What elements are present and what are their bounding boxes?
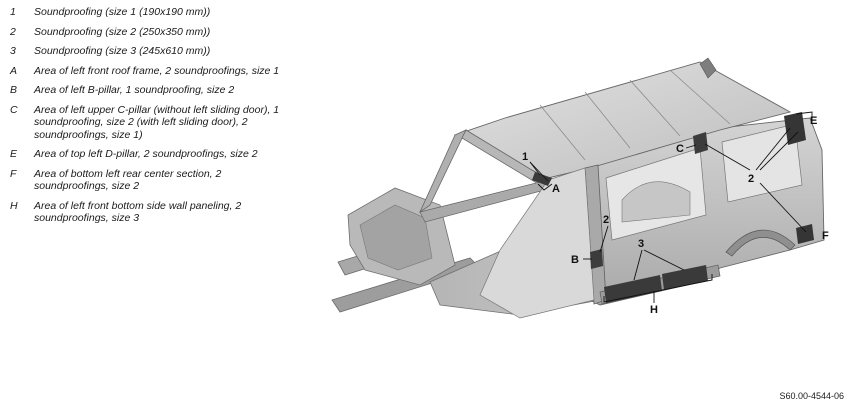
callout-3: 3	[638, 238, 645, 250]
legend-text: Area of left B-pillar, 1 soundproofing, size 2	[34, 84, 235, 96]
legend-text: Area of bottom left rear center section, 2 soundproofings, size 2	[34, 167, 222, 192]
callout-e: E	[810, 115, 818, 127]
callout-a: A	[552, 183, 560, 195]
legend-text: Soundproofing (size 1 (190x190 mm))	[34, 6, 211, 18]
callout-h: H	[650, 304, 658, 316]
callout-1: 1	[522, 151, 529, 163]
legend-key: A	[10, 64, 18, 77]
legend-text: Area of left front bottom side wall paneling, 2 soundproofings, size 3	[34, 199, 242, 224]
legend-text: Soundproofing (size 2 (250x350 mm))	[34, 25, 211, 38]
legend-key: B	[10, 84, 18, 96]
a-pillar	[420, 130, 466, 212]
legend-key: H	[10, 199, 18, 212]
legend-key: 2	[10, 25, 16, 38]
legend-text: Area of left front roof frame, 2 soundproofings, size 1	[34, 64, 280, 77]
legend-key: C	[10, 103, 18, 116]
legend-key: 1	[10, 6, 16, 18]
legend-text: Area of left upper C-pillar (without left sliding door), 1 soundproofing, size 2 (with left sliding door), 2 soundproofings, size 1)	[34, 103, 280, 141]
callout-c: C	[676, 143, 684, 155]
legend-text: Soundproofing (size 3 (245x610 mm))	[34, 45, 211, 57]
legend-key: E	[10, 148, 18, 160]
callout-f: F	[822, 230, 829, 242]
legend-key: 3	[10, 45, 16, 57]
body-shell	[332, 58, 824, 318]
legend-key: F	[10, 167, 17, 180]
callout-2-mid: 2	[603, 214, 610, 226]
legend-text: Area of top left D-pillar, 2 soundproofings, size 2	[34, 148, 258, 160]
callout-b: B	[571, 254, 579, 266]
callout-2-right: 2	[748, 173, 755, 185]
diagram-code: S60.00-4544-06	[779, 391, 844, 401]
